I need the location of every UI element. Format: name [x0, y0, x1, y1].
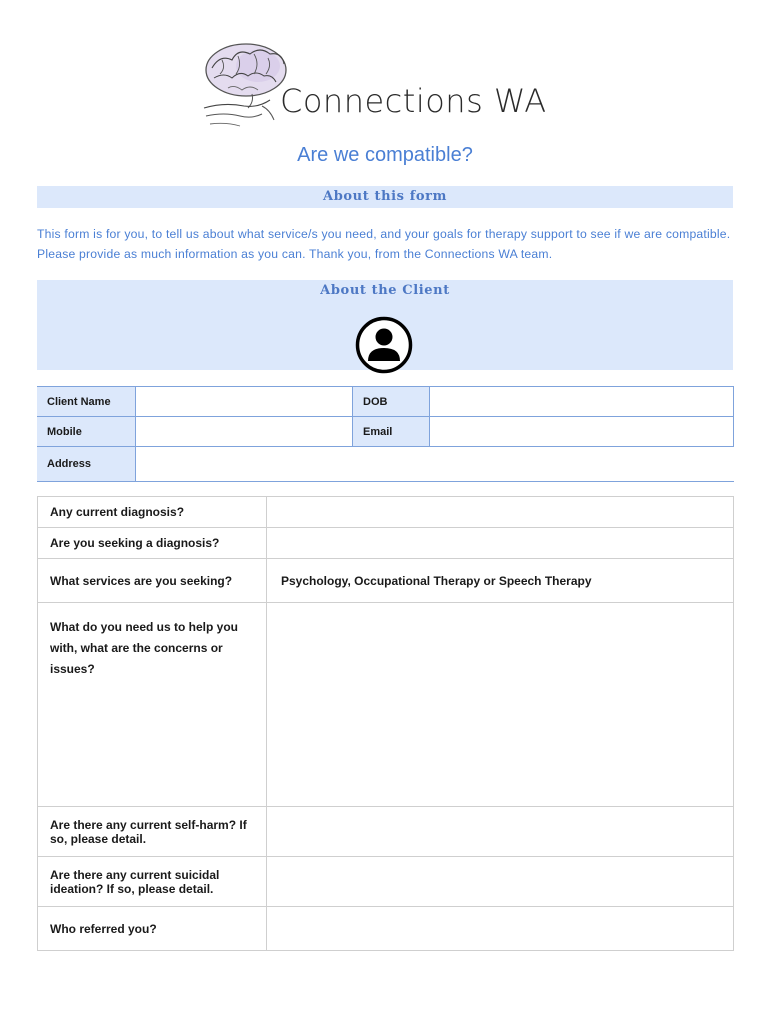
- question-answer-field[interactable]: Psychology, Occupational Therapy or Speech Therapy: [267, 559, 734, 603]
- question-label: Are there any current suicidal ideation? If so, please detail.: [38, 857, 267, 907]
- address-label: Address: [37, 447, 136, 482]
- client-row-name: [37, 387, 734, 417]
- question-row: [38, 807, 734, 857]
- question-answer-field[interactable]: [267, 907, 734, 951]
- mobile-field[interactable]: [136, 417, 353, 447]
- question-label: What do you need us to help you with, what are the concerns or issues?: [38, 603, 267, 807]
- question-label: Any current diagnosis?: [38, 497, 267, 528]
- client-name-label: Client Name: [37, 387, 136, 417]
- client-details-table: [37, 386, 734, 482]
- question-label: What services are you seeking?: [38, 559, 267, 603]
- dob-field[interactable]: [430, 387, 734, 417]
- question-answer-field[interactable]: [267, 603, 734, 807]
- page-title: Are we compatible?: [297, 144, 473, 166]
- question-row: [38, 857, 734, 907]
- client-row-contact: [37, 417, 734, 447]
- question-row: [38, 603, 734, 807]
- section-header-label: About the Client: [320, 283, 450, 298]
- intro-paragraph: This form is for you, to tell us about what service/s you need, and your goals for therapy support to see if we are compatible. Please provide as much information as you can. Thank you, from the Connections WA team.: [37, 227, 731, 261]
- email-label: Email: [353, 417, 430, 447]
- question-row: [38, 528, 734, 559]
- brand-logo: [198, 38, 578, 138]
- client-name-field[interactable]: [136, 387, 353, 417]
- question-row: [38, 907, 734, 951]
- brand-name: Connections WA: [280, 82, 547, 120]
- questions-table: [37, 496, 734, 951]
- email-field[interactable]: [430, 417, 734, 447]
- section-header-about-client: [37, 280, 733, 370]
- dob-label: DOB: [353, 387, 430, 417]
- address-field[interactable]: [136, 447, 734, 482]
- question-answer-field[interactable]: [267, 807, 734, 857]
- question-row: [38, 497, 734, 528]
- question-answer-field[interactable]: [267, 497, 734, 528]
- question-label: Are you seeking a diagnosis?: [38, 528, 267, 559]
- section-header-about-form: About this form: [37, 186, 733, 208]
- question-label: Are there any current self-harm? If so, please detail.: [38, 807, 267, 857]
- client-row-address: [37, 447, 734, 482]
- question-label: Who referred you?: [38, 907, 267, 951]
- question-answer-field[interactable]: [267, 857, 734, 907]
- user-avatar-icon: [355, 316, 413, 374]
- question-row: [38, 559, 734, 603]
- mobile-label: Mobile: [37, 417, 136, 447]
- question-answer-field[interactable]: [267, 528, 734, 559]
